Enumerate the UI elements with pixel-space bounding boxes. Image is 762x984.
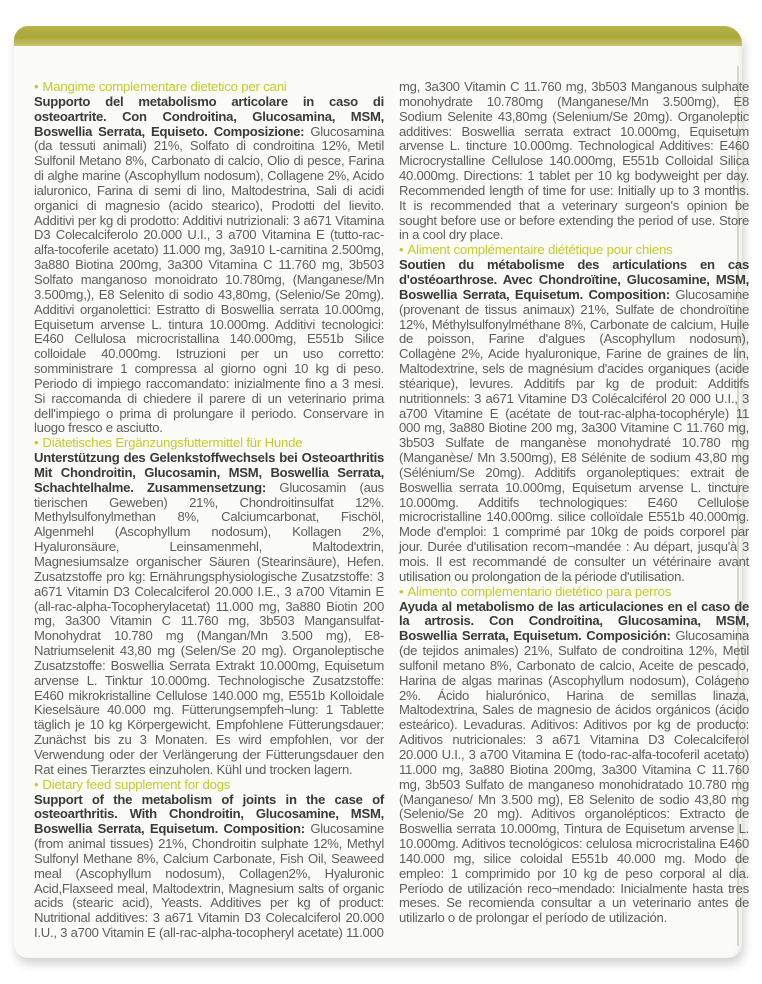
heading-text: Diätetisches Ergänzungsfuttermittel für Hunde [42, 435, 303, 451]
section-heading-italian [34, 80, 384, 95]
section-spanish-body [399, 600, 749, 927]
product-box-panel [14, 26, 749, 958]
body-text: Glucosamine (provenant de tissus animaux) 21%, Sulfate de chondroïtine 12%, Méthylsulfonylméthane 8%, Carbonate de calcium, Huile de poisson, Farine d'algues (Ascophyllum nodosum), Collagène 2%, Acide hyaluronique, Farine de graines de lin, Maltodextrine, sels de magnésium d'acides organiques (acide stéarique), levures. Additifs par kg de produit: Additifs nutritionnels: 3 a671 Vitamine D3 Colécalciférol 20 000 U.I., 3 a700 Vitamine E (acétate de tout-rac-alpha-tocophéryle) 11 000 mg, 3a880 Biotine 200 mg, 3a300 Vitamine C 11.760 mg, 3b503 Sulfate de manganèse monohydraté 10.780 mg (Manganèse/ Mn 3.500mg), E8 Sélénite de sodium 43,80 mg (Sélénium/Se 20mg). Additifs organoleptiques: extrait de Boswellia serrata 10.000mg, Equisetum arvense L. tincture 10.000mg. Additifs technologiques: E460 Cellulose microcristalline 140.000mg. silice colloïdale E551b 40.000mg. Mode d'emploi: 1 comprimé par 10kg de poids corporel par jour. Durée d'utilisation recom¬mandée : Au départ, jusqu'à 3 mois. Il est recommandé de consulter un vétérinaire avant utilisation ou prolongation de la période d'utilisation. [399, 286, 749, 584]
bold-intro: Supporto del metabolismo articolare in caso di osteoartrite. Con Condroitina, Glucosamina, MSM, Boswellia Serrata, Equiseto. Composizione: [34, 93, 384, 139]
heading-text: Aliment complémentaire diététique pour chiens [407, 242, 673, 258]
right-text-column [399, 80, 749, 926]
section-heading-english [34, 778, 384, 793]
bullet-icon: • [399, 583, 404, 599]
body-text: Glucosamina (da tessuti animali) 21%, Solfato di condroitina 12%, Metil Sulfonil Metano 8%, Carbonato di calcio, Olio di pesce, Farina di alghe marine (Ascophyllum nodosum), Collagene 2%, Acido ialuronico, Farina di semi di lino, Maltodestrina, Sali di acidi organici di magnesio (acido stearico), Prodotti del lievito. Additivi per kg di prodotto: Additivi nutrizionali: 3 a671 Vitamina D3 Colecalciferolo 20.000 U.I., 3 a700 Vitamina E (tutto-rac-alfa-tocoferile acetato) 11.000 mg, 3a910 L-carnitina 2.500mg, 3a880 Biotina 200mg, 3a300 Vitamina C 11.760 mg, 3b503 Solfato manganoso monoidrato 10.780mg, (Manganese/Mn 3.500mg,), E8 Selenito di sodio 43,80mg, (Selenio/Se 20mg). Additivi organolettici: Estratto di Boswellia serrata 10.000mg, Equisetum arvense L. tintura 10.000mg. Additivi tecnologici: E460 Cellulosa microcristallina 140.000mg, E551b Silice colloidale 40.000mg. Istruzioni per un uso corretto: somministrare 1 compressa al giorno ogni 10 kg di peso. Periodo di impiego raccomandato: inizialmente fino a 3 mesi. Si raccomanda di chiedere il parere di un veterinario prima dell'impiego o prima di prolungare il periodo. Conservare in luogo fresco e asciutto. [34, 123, 384, 436]
section-heading-german [34, 436, 384, 451]
body-text: Glucosamina (de tejidos animales) 21%, Sulfato de condroitina 12%, Metil sulfonil metano 8%, Carbonato de calcio, Aceite de pescado, Harina de algas marinas (Ascophyllum nodosum), Colágeno 2%. Ácido hialurónico, Harina de semillas linaza, Maltodextrina, Sales de magnesio de ácidos orgánicos (ácido esteárico). Levaduras. Aditivos: Aditivos por kg de producto: Aditivos nutricionales: 3 a671 Vitamina D3 Colecalciferol 20.000 U.I., 3 a700 Vitamina E (todo-rac-alfa-tocoferil acetato) 11.000 mg, 3a880 Biotina 200mg, 3a300 Vitamina C 11.760 mg, 3b503 Sulfato de manganeso monohidratado 10.780 mg (Manganeso/ Mn 3.500 mg), E8 Selenito de sodio 43,80 mg (Selenio/Se 20 mg). Aditivos organolépticos: Extracto de Boswellia serrata 10.000mg, Tintura de Equisetum arvense L. 10.000mg. Aditivos tecnológicos: celulosa microcristalina E460 140.000 mg, silice coloidal E551b 40.000 mg. Modo de empleo: 1 comprimido por 10 kg de peso corporal al dia. Período de utilización reco¬mendado: Inicialmente hasta tres meses. Se recomienda consultar a un veterinario antes de utilizarlo o de prolongar el período de utilización. [399, 628, 749, 926]
section-french-body [399, 258, 749, 585]
bold-intro: Support of the metabolism of joints in the case of osteoarthritis. With Chondroitin, Glucosamine, MSM, Boswellia Serrata, Equisetum. Composition: [34, 791, 384, 837]
left-text-column [34, 80, 384, 941]
heading-text: Alimento complementario dietético para perros [407, 583, 672, 599]
body-text: mg, 3a300 Vitamin C 11.760 mg, 3b503 Manganous sulphate monohydrate 10.780mg (Manganese/Mn 3.500mg), E8 Sodium Selenite 43,80mg (Selenium/Se 20mg). Organoleptic additives: Boswellia serrata extract 10.000mg, Equisetum arvense L. tincture 10.000mg. Technological Additives: E460 Microcrystalline Cellulose 140.000mg, E551b Colloidal Silica 40.000mg. Directions: 1 tablet per 10 kg bodyweight per day. Recommended length of time for use: Initially up to 3 months. It is recommended that a veterinary surgeon's opinion be sought before use or before extending the period of use. Store in a cool dry place. [399, 79, 749, 243]
bold-intro: Ayuda al metabolismo de las articulaciones en el caso de la artrosis. Con Condroitina, Glucosamina, MSM, Boswellia Serrata, Equisetum. Composición: [399, 598, 749, 644]
green-top-band [14, 26, 742, 46]
section-italian-body [34, 95, 384, 436]
bold-intro: Soutien du métabolisme des articulations en cas d'ostéoarthrose. Avec Chondroïtine, Glucosamine, MSM, Boswellia Serrata, Equisetum. Composition: [399, 257, 749, 302]
bold-intro: Unterstützung des Gelenkstoffwechsels bei Osteoarthritis Mit Chondroitin, Glucosamin, MSM, Boswellia Serrata, Schachtelhalme. Zusammensetzung: [34, 450, 384, 495]
bullet-icon: • [399, 242, 404, 258]
section-english-continued [399, 80, 749, 243]
body-text: Glucosamin (aus tierischen Geweben) 21%, Chondroitinsulfat 12%. Methylsulfonylmethan 8%, Calciumcarbonat, Fischöl, Algenmehl (Ascophyllum nodosum), Kollagen 2%, Hyaluronsäure, Leinsamenmehl, Maltodextrin, Magnesiumsalze organischer Säuren (Stearinsäure), Hefen. Zusatzstoffe pro kg: Ernährungsphysiologische Zusatzstoffe: 3 a671 Vitamin D3 Colecalciferol 20.000 I.E., 3 a700 Vitamin E (all-rac-alpha-Tocopherylacetat) 11.000 mg, 3a880 Biotin 200 mg, 3a300 Vitamin C 11.760 mg, 3b503 Mangansulfat- Monohydrat 10.780 mg (Mangan/Mn 3.500 mg), E8-Natriumselenit 43,80 mg (Selen/Se 20 mg). Organoleptische Zusatzstoffe: Boswellia Serrata Extrakt 10.000mg, Equisetum arvense L. Tinktur 10.000mg. Technologische Zusatzstoffe: E460 mikrokristalline Cellulose 140.000 mg, E551b Kolloidale Kieselsäure 40.000 mg. Fütterungsempfeh¬lung: 1 Tablette täglich je 10 kg Körpergewicht. Empfohlene Fütterungsdauer: Zunächst bis zu 3 Monaten. Es wird empfohlen, vor der Verwendung oder der Verlängerung der Fütterungsdauer den Rat eines Tierarztes einzuholen. Kühl und trocken lagern. [34, 479, 384, 777]
heading-text: Dietary feed supplement for dogs [42, 776, 231, 792]
body-text: Glucosamine (from animal tissues) 21%, Chondroitin sulphate 12%, Methyl Sulfonyl Methane 8%, Calcium Carbonate, Fish Oil, Seaweed meal (Ascophyllum nodosum), Collagen2%, Hyaluronic Acid,Flaxseed meal, Maltodextrin, Magnesium salts of organic acids (stearic acid), Yeasts. Additives per kg of product: Nutritional additives: 3 a671 Vitamin D3 Colecalciferol 20.000 I.U., 3 a700 Vitamin E (all-rac-alpha-tocopheryl acetate) 11.000 [34, 821, 384, 941]
section-english-body [34, 793, 384, 941]
bullet-icon: • [34, 776, 39, 792]
section-german-body [34, 451, 384, 778]
section-heading-spanish [399, 585, 749, 600]
section-heading-french [399, 243, 749, 258]
bullet-icon: • [34, 79, 39, 94]
heading-text: Mangime complementare dietetico per cani [42, 79, 287, 94]
bullet-icon: • [34, 435, 39, 451]
